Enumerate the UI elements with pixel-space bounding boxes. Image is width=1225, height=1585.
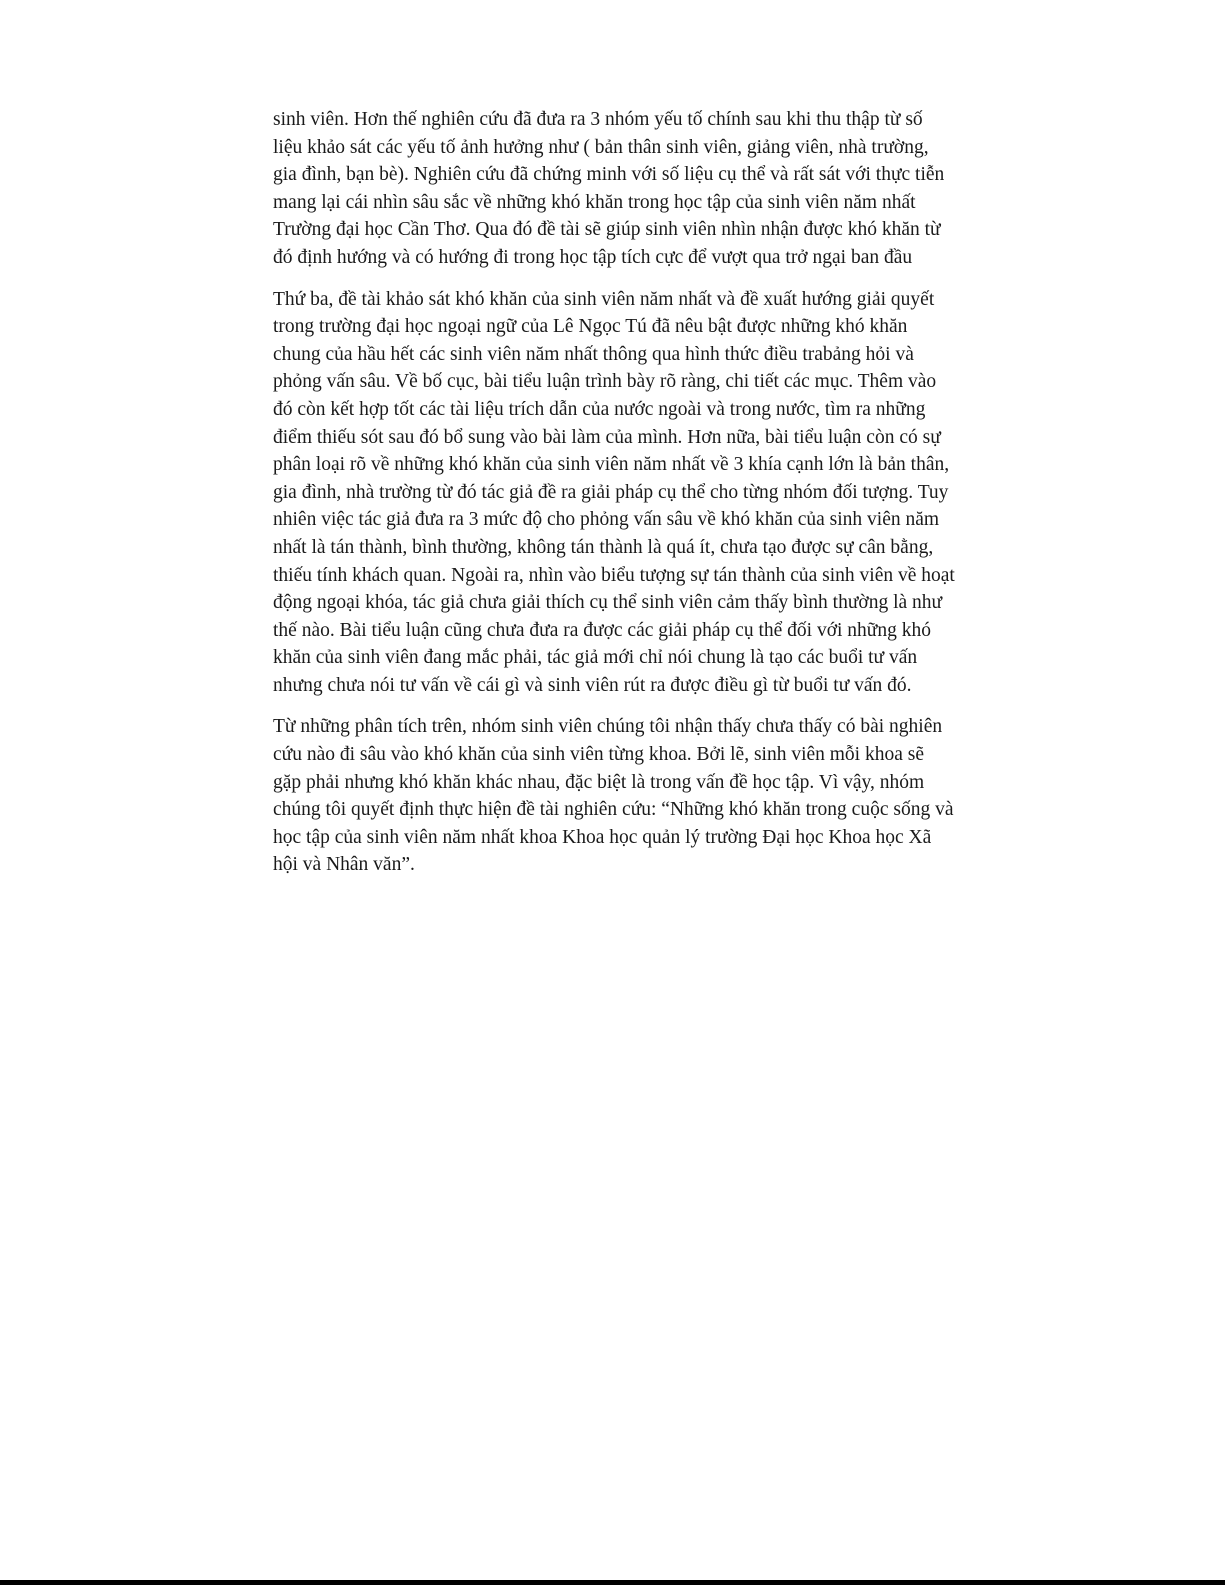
paragraph-3: Từ những phân tích trên, nhóm sinh viên chúng tôi nhận thấy chưa thấy có bài nghiên cứu nào đi sâu vào khó khăn của sinh viên từng khoa. Bởi lẽ, sinh viên mỗi khoa sẽ gặp phải nhưng khó khăn khác nhau, đặc biệt là trong vấn đề học tập. Vì vậy, nhóm chúng tôi quyết định thực hiện đề tài nghiên cứu: “Những khó khăn trong cuộc sống và học tập của sinh viên năm nhất khoa Khoa học quản lý trường Đại học Khoa học Xã hội và Nhân văn”. <box>273 716 954 876</box>
body-text <box>273 106 955 879</box>
page-bottom-border <box>0 1580 1225 1585</box>
paragraph-2: Thứ ba, đề tài khảo sát khó khăn của sinh viên năm nhất và đề xuất hướng giải quyết trong trường đại học ngoại ngữ của Lê Ngọc Tú đã nêu bật được những khó khăn chung của hầu hết các sinh viên năm nhất thông qua hình thức điều trabảng hỏi và phỏng vấn sâu. Về bố cục, bài tiểu luận trình bày rõ ràng, chi tiết các mục. Thêm vào đó còn kết hợp tốt các tài liệu trích dẫn của nước ngoài và trong nước, tìm ra những điểm thiếu sót sau đó bổ sung vào bài làm của mình. Hơn nữa, bài tiểu luận còn có sự phân loại rõ về những khó khăn của sinh viên năm nhất về 3 khía cạnh lớn là bản thân, gia đình, nhà trường từ đó tác giả đề ra giải pháp cụ thể cho từng nhóm đối tượng. Tuy nhiên việc tác giả đưa ra 3 mức độ cho phỏng vấn sâu về khó khăn của sinh viên năm nhất là tán thành, bình thường, không tán thành là quá ít, chưa tạo được sự cân bằng, thiếu tính khách quan. Ngoài ra, nhìn vào biểu tượng sự tán thành của sinh viên về hoạt động ngoại khóa, tác giả chưa giải thích cụ thể sinh viên cảm thấy bình thường là như thế nào. Bài tiểu luận cũng chưa đưa ra được các giải pháp cụ thể đối với những khó khăn của sinh viên đang mắc phải, tác giả mới chỉ nói chung là tạo các buổi tư vấn nhưng chưa nói tư vấn về cái gì và sinh viên rút ra được điều gì từ buổi tư vấn đó. <box>273 288 955 696</box>
paragraph-1: sinh viên. Hơn thế nghiên cứu đã đưa ra 3 nhóm yếu tố chính sau khi thu thập từ số liệu khảo sát các yếu tố ảnh hưởng như ( bản thân sinh viên, giảng viên, nhà trường, gia đình, bạn bè). Nghiên cứu đã chứng minh với số liệu cụ thể và rất sát với thực tiễn mang lại cái nhìn sâu sắc về những khó khăn trong học tập của sinh viên năm nhất Trường đại học Cần Thơ. Qua đó đề tài sẽ giúp sinh viên nhìn nhận được khó khăn từ đó định hướng và có hướng đi trong học tập tích cực để vượt qua trở ngại ban đầu <box>273 109 945 268</box>
